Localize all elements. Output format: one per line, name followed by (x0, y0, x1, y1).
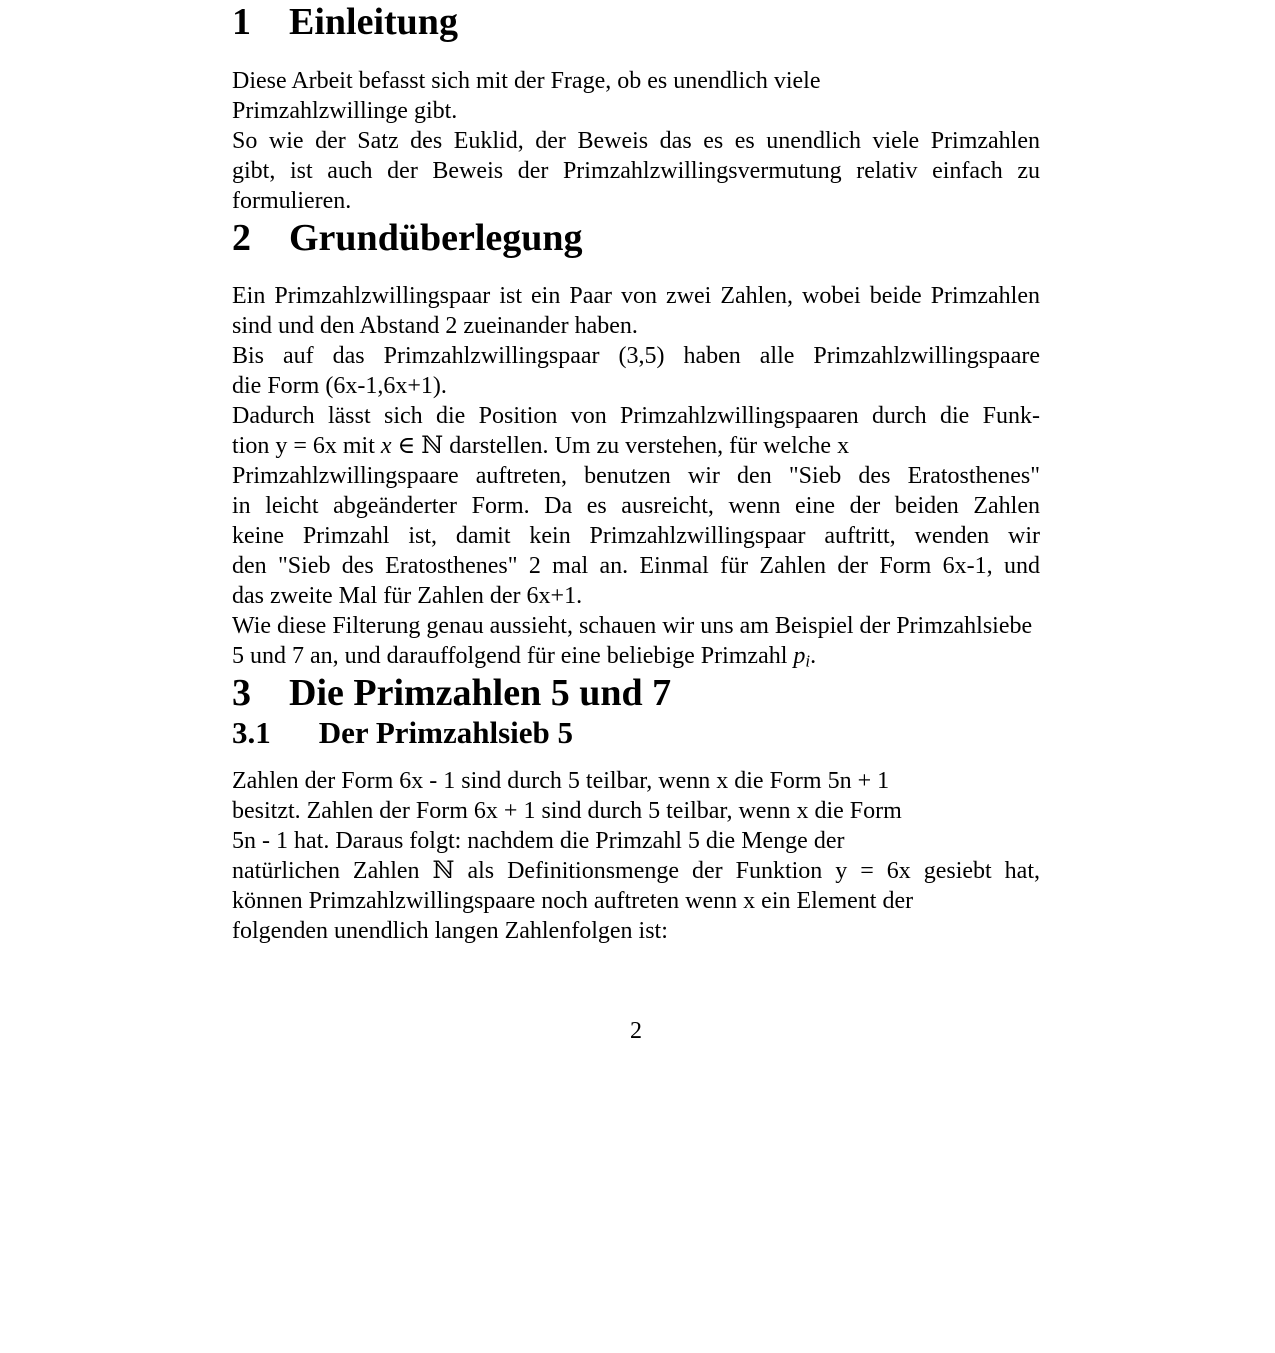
math-segment: x (380, 433, 392, 459)
text-segment: besitzt. Zahlen der Form 6x + 1 sind durch 5 teilbar, wenn x die Form (232, 798, 902, 824)
text-line (232, 886, 1040, 916)
section-heading-einleitung (232, 0, 1040, 44)
text-line (232, 766, 1040, 796)
text-segment: Primzahlzwillingspaare auftreten, benutzen wir den "Sieb des Eratosthenes" (232, 463, 1040, 489)
text-line (232, 156, 1040, 186)
subsection-title: Der Primzahlsieb 5 (318, 715, 574, 750)
text-segment: tion y = 6x mit (232, 433, 381, 459)
text-segment: . (810, 643, 817, 669)
text-segment: natürlichen Zahlen ℕ als Definitionsmenge der Funktion y = 6x gesiebt hat, (232, 858, 1040, 884)
text-segment: formulieren. (232, 188, 352, 214)
page-number: 2 (630, 1018, 642, 1044)
section-title: Einleitung (289, 1, 458, 43)
text-line (232, 551, 1040, 581)
text-segment: Primzahlzwillinge gibt. (232, 98, 458, 124)
text-segment: Diese Arbeit befasst sich mit der Frage, ob es unendlich viele (232, 68, 821, 94)
text-segment: keine Primzahl ist, damit kein Primzahlzwillingspaar auftritt, wenden wir (232, 523, 1040, 549)
text-line (232, 431, 1040, 461)
text-segment: in leicht abgeänderter Form. Da es ausreicht, wenn eine der beiden Zahlen (232, 493, 1040, 519)
text-line (232, 401, 1040, 431)
text-line (232, 371, 1040, 401)
text-segment: So wie der Satz des Euklid, der Beweis das es es unendlich viele Primzahlen (232, 128, 1040, 154)
text-segment: das zweite Mal für Zahlen der 6x+1. (232, 583, 583, 609)
text-segment: können Primzahlzwillingspaare noch auftreten wenn x ein Element der (232, 888, 914, 914)
text-line (232, 66, 1040, 96)
text-segment: den "Sieb des Eratosthenes" 2 mal an. Einmal für Zahlen der Form 6x-1, und (232, 553, 1040, 579)
text-line (232, 461, 1040, 491)
text-segment: Dadurch lässt sich die Position von Primzahlzwillingspaaren durch die Funk- (232, 403, 1040, 429)
text-line (232, 581, 1040, 611)
text-segment: 5 und 7 an, und darauffolgend für eine beliebige Primzahl (232, 643, 794, 669)
text-line (232, 611, 1040, 641)
text-line (232, 491, 1040, 521)
text-segment: folgenden unendlich langen Zahlenfolgen ist: (232, 918, 668, 944)
math-segment: p (793, 643, 806, 669)
text-line (232, 126, 1040, 156)
text-line (232, 96, 1040, 126)
text-line (232, 856, 1040, 886)
text-segment: 5n - 1 hat. Daraus folgt: nachdem die Primzahl 5 die Menge der (232, 828, 845, 854)
text-line (232, 186, 1040, 216)
text-segment: die Form (6x-1,6x+1). (232, 373, 447, 399)
text-segment: sind und den Abstand 2 zueinander haben. (232, 313, 638, 339)
subsection-number: 3.1 (232, 715, 271, 750)
section-number: 2 (232, 217, 251, 259)
paragraph-primzahlsieb-5 (232, 766, 1040, 946)
math-segment: i (805, 651, 811, 671)
section-number: 3 (232, 672, 251, 714)
text-segment: Zahlen der Form 6x - 1 sind durch 5 teilbar, wenn x die Form 5n + 1 (232, 768, 890, 794)
text-line (232, 796, 1040, 826)
subsection-heading-primzahlsieb-5 (232, 715, 1040, 750)
text-segment: ∈ ℕ darstellen. Um zu verstehen, für welche x (391, 433, 850, 459)
text-line (232, 311, 1040, 341)
section-title: Grundüberlegung (289, 217, 583, 259)
text-line (232, 826, 1040, 856)
text-segment: Bis auf das Primzahlzwillingspaar (3,5) haben alle Primzahlzwillingspaare (232, 343, 1040, 369)
text-segment: Wie diese Filterung genau aussieht, schauen wir uns am Beispiel der Primzahlsiebe (232, 613, 1033, 639)
paragraph-grundueberlegung (232, 281, 1040, 671)
text-segment: Ein Primzahlzwillingspaar ist ein Paar von zwei Zahlen, wobei beide Primzahlen (232, 283, 1040, 309)
section-number: 1 (232, 1, 251, 43)
text-line (232, 341, 1040, 371)
text-line (232, 916, 1040, 946)
section-title: Die Primzahlen 5 und 7 (289, 672, 672, 714)
section-heading-grundueberlegung (232, 216, 1040, 260)
text-segment: gibt, ist auch der Beweis der Primzahlzwillingsvermutung relativ einfach zu (232, 158, 1040, 184)
text-line (232, 641, 1040, 671)
text-line (232, 521, 1040, 551)
paragraph-einleitung (232, 66, 1040, 216)
section-heading-primzahlen-5-und-7 (232, 671, 1040, 715)
text-line (232, 281, 1040, 311)
text-block (232, 0, 1040, 1046)
